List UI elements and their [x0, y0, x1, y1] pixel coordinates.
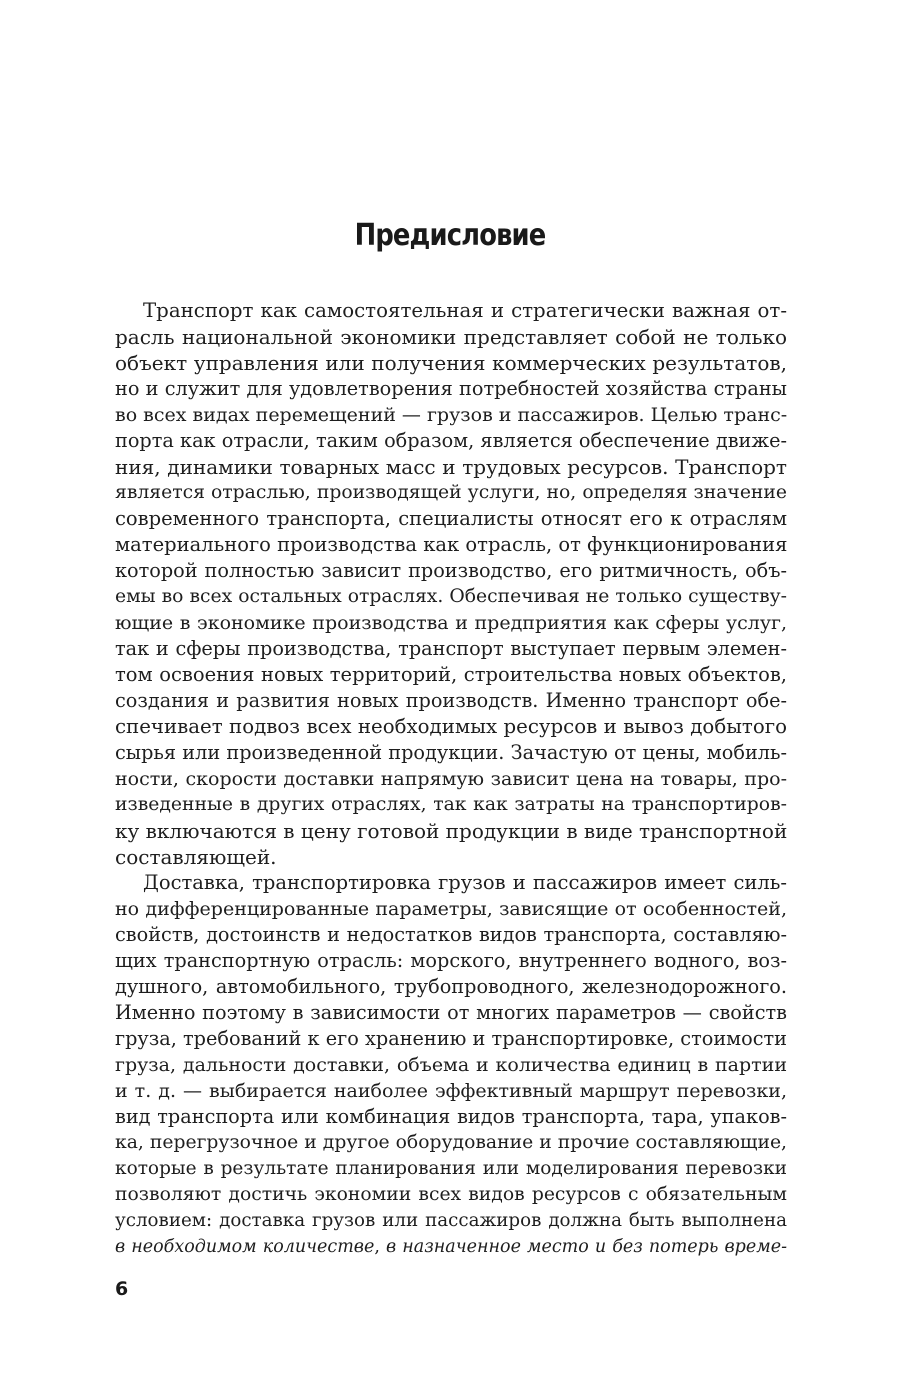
page-number: 6 — [115, 1278, 129, 1300]
text-line: объект управления или получения коммерческих результатов, — [115, 351, 787, 375]
text-line: так и сферы производства, транспорт выступает первым элемен- — [115, 637, 787, 660]
paragraph-1 — [115, 298, 787, 870]
text-line: но и служит для удовлетворения потребностей хозяйства страны — [115, 377, 787, 400]
text-line: том освоения новых территорий, строительства новых объектов, — [115, 663, 787, 686]
text-line: создания и развития новых производств. Именно транспорт обе- — [115, 689, 787, 712]
text-line: груза, требований к его хранению и транспортировке, стоимости — [115, 1027, 787, 1050]
text-line: которые в результате планирования или моделирования перевозки — [115, 1158, 787, 1179]
text-line: и т. д. — выбирается наиболее эффективный маршрут перевозки, — [115, 1080, 787, 1102]
text-line: душного, автомобильного, трубопроводного, железнодорожного. — [115, 975, 787, 998]
text-line: ка, перегрузочное и другое оборудование и прочие составляющие, — [115, 1132, 787, 1153]
text-line: ку включаются в цену готовой продукции в виде транспортной — [115, 819, 787, 843]
text-line: расль национальной экономики представляет собой не только — [115, 325, 787, 349]
text-line: позволяют достичь экономии всех видов ресурсов с обязательным — [115, 1184, 787, 1205]
text-line: Доставка, транспортировка грузов и пассажиров имеет силь- — [143, 871, 787, 894]
text-line: вид транспорта или комбинация видов транспорта, тара, упаков- — [115, 1105, 787, 1128]
text-line: современного транспорта, специалисты относят его к отраслям — [115, 507, 787, 530]
separator: , — [374, 1237, 387, 1257]
text-line: но дифференцированные параметры, зависящие от особенностей, — [115, 898, 787, 920]
text-line: изведенные в других отраслях, так как затраты на транспортиров- — [115, 794, 787, 815]
text-line: составляющей. — [115, 845, 277, 869]
text-line: во всех видах перемещений — грузов и пассажиров. Целью транс- — [115, 404, 787, 426]
text-line: ющие в экономике производства и предприятия как сферы услуг, — [115, 612, 787, 634]
body-text — [115, 298, 787, 1260]
page-title: Предисловие — [354, 218, 546, 253]
italic-phrase: в необходимом количестве — [115, 1237, 375, 1257]
paragraph-2 — [115, 870, 787, 1260]
text-line: материального производства как отрасль, от функционирования — [115, 533, 787, 556]
text-line: сырья или произведенной продукции. Зачастую от цены, мобиль- — [115, 741, 787, 764]
text-line: ности, скорости доставки напрямую зависит цена на товары, про- — [115, 768, 787, 790]
text-line: которой полностью зависит производство, его ритмичность, объ- — [115, 559, 787, 582]
text-line-italic — [115, 1234, 787, 1260]
text-line: Транспорт как самостоятельная и стратегически важная от- — [143, 299, 787, 322]
italic-phrase: в назначенное место и без потерь време- — [386, 1237, 787, 1257]
text-line: груза, дальности доставки, объема и количества единиц в партии — [115, 1054, 787, 1076]
text-line: является отраслью, производящей услуги, но, определяя значение — [115, 482, 787, 503]
text-line: порта как отрасли, таким образом, является обеспечение движе- — [115, 429, 787, 452]
text-line: ния, динамики товарных масс и трудовых ресурсов. Транспорт — [115, 455, 787, 479]
text-line: свойств, достоинств и недостатков видов транспорта, составляю- — [115, 923, 787, 946]
text-line: щих транспортную отрасль: морского, внутреннего водного, воз- — [115, 949, 787, 972]
text-line: Именно поэтому в зависимости от многих параметров — свойств — [115, 1001, 787, 1024]
text-line: емы во всех остальных отраслях. Обеспечивая не только существу- — [115, 586, 787, 607]
text-line: условием: доставка грузов или пассажиров должна быть выполнена — [115, 1210, 787, 1231]
text-line: спечивает подвоз всех необходимых ресурсов и вывоз добытого — [115, 715, 787, 738]
